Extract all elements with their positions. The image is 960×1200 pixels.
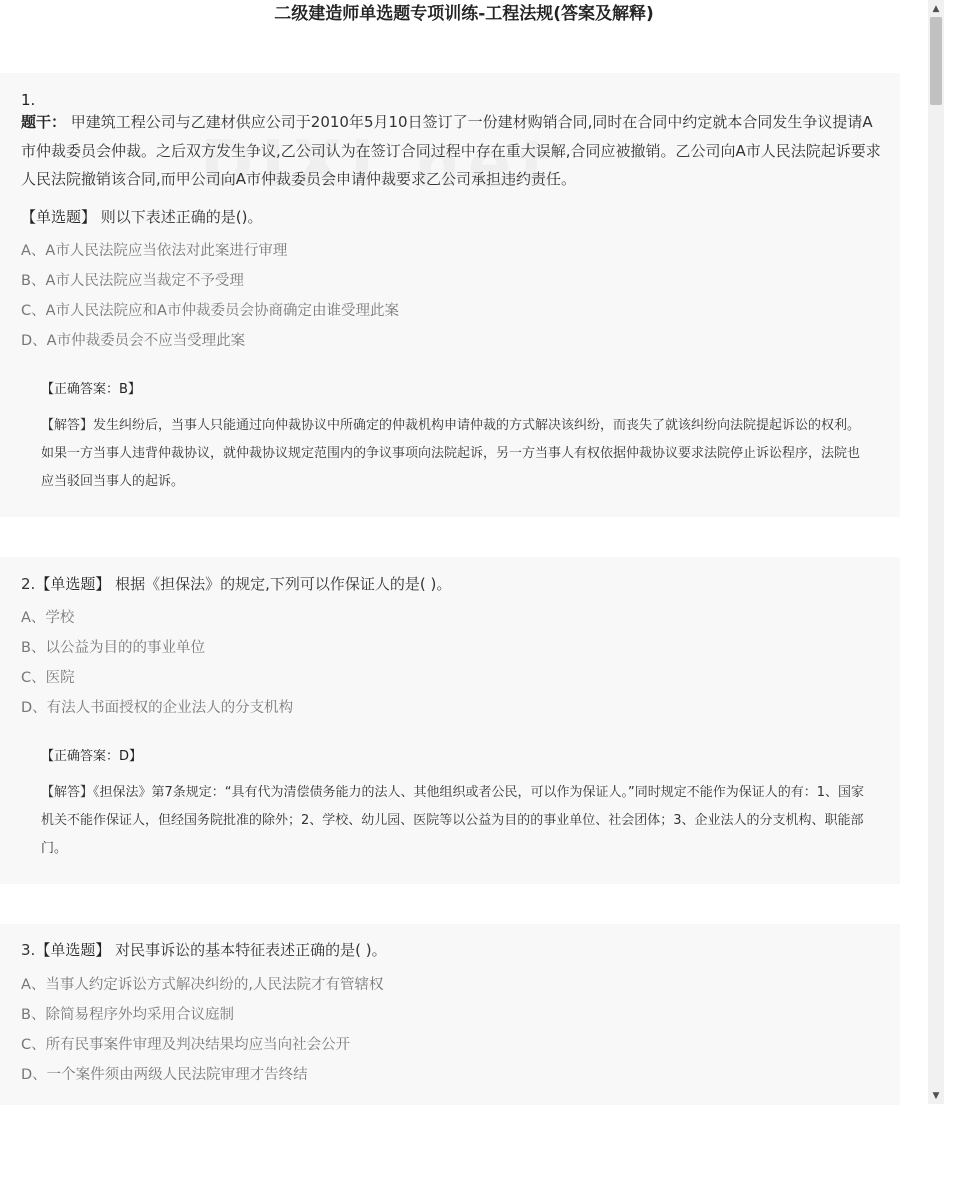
explanation: 【解答】《担保法》第7条规定：“具有代为清偿债务能力的法人、其他组织或者公民，可以作为保证人。”同时规定不能作为保证人的有：1、国家机关不能作保证人，但经国务院批准的除外；2、学校、幼儿园、医院等以公益为目的的事业单位、社会团体；3、企业法人的分支机构、职能部门。 xyxy=(41,785,865,856)
option-a[interactable]: A、A市人民法院应当依法对此案进行审理 xyxy=(21,243,288,259)
option-b[interactable]: B、除简易程序外均采用合议庭制 xyxy=(21,1007,234,1023)
option-c[interactable]: C、A市人民法院应和A市仲裁委员会协商确定由谁受理此案 xyxy=(21,303,399,319)
question-type-tag: 【单选题】 xyxy=(35,941,111,959)
question-card-3 xyxy=(0,924,900,1105)
scroll-up-arrow-icon[interactable]: ▲ xyxy=(932,4,940,14)
question-prompt xyxy=(21,573,887,595)
question-number: 2. xyxy=(21,575,36,593)
scroll-down-arrow-icon[interactable]: ▼ xyxy=(932,1091,940,1101)
option-b[interactable]: B、以公益为目的的事业单位 xyxy=(21,640,205,656)
option-a[interactable]: A、当事人约定诉讼方式解决纠纷的,人民法院才有管辖权 xyxy=(21,977,384,993)
question-number: 1. xyxy=(21,91,36,109)
question-card-2 xyxy=(0,557,900,884)
question-prompt xyxy=(21,939,887,961)
page-title: 二级建造师单选题专项训练-工程法规(答案及解释) xyxy=(274,4,654,24)
question-stem xyxy=(21,108,887,194)
option-c[interactable]: C、医院 xyxy=(21,670,75,686)
option-b[interactable]: B、A市人民法院应当裁定不予受理 xyxy=(21,273,244,289)
question-type-tag: 【单选题】 xyxy=(35,575,111,593)
question-text: 根据《担保法》的规定,下列可以作保证人的是( )。 xyxy=(115,575,452,593)
question-number: 3. xyxy=(21,941,36,959)
option-a[interactable]: A、学校 xyxy=(21,610,75,626)
question-text: 对民事诉讼的基本特征表述正确的是( )。 xyxy=(115,941,387,959)
explanation: 【解答】发生纠纷后，当事人只能通过向仲裁协议中所确定的仲裁机构申请仲裁的方式解决该纠纷，而丧失了就该纠纷向法院提起诉讼的权利。如果一方当事人违背仲裁协议，就仲裁协议规定范围内的争议事项向法院起诉，另一方当事人有权依据仲裁协议要求法院停止诉讼程序，法院也应当驳回当事人的起诉。 xyxy=(41,418,861,489)
option-d[interactable]: D、有法人书面授权的企业法人的分支机构 xyxy=(21,700,294,716)
correct-answer: 【正确答案：D】 xyxy=(41,749,143,764)
question-prompt xyxy=(21,206,887,228)
stem-label: 题干： xyxy=(21,113,67,131)
vertical-scrollbar[interactable] xyxy=(928,0,944,1104)
question-card-1 xyxy=(0,73,900,517)
scrollbar-thumb[interactable] xyxy=(930,17,942,105)
correct-answer: 【正确答案：B】 xyxy=(41,382,141,397)
option-d[interactable]: D、一个案件须由两级人民法院审理才告终结 xyxy=(21,1067,308,1083)
option-c[interactable]: C、所有民事案件审理及判决结果均应当向社会公开 xyxy=(21,1037,351,1053)
option-d[interactable]: D、A市仲裁委员会不应当受理此案 xyxy=(21,333,246,349)
question-type-tag: 【单选题】 xyxy=(21,208,97,226)
stem-text: 甲建筑工程公司与乙建材供应公司于2010年5月10日签订了一份建材购销合同,同时在合同中约定就本合同发生争议提请A市仲裁委员会仲裁。之后双方发生争议,乙公司认为在签订合同过程中存在重大误解,合同应被撤销。乙公司向A市人民法院起诉要求人民法院撤销该合同,而甲公司向A市仲裁委员会申请仲裁要求乙公司承担违约责任。 xyxy=(21,113,881,188)
question-text: 则以下表述正确的是()。 xyxy=(100,208,263,226)
